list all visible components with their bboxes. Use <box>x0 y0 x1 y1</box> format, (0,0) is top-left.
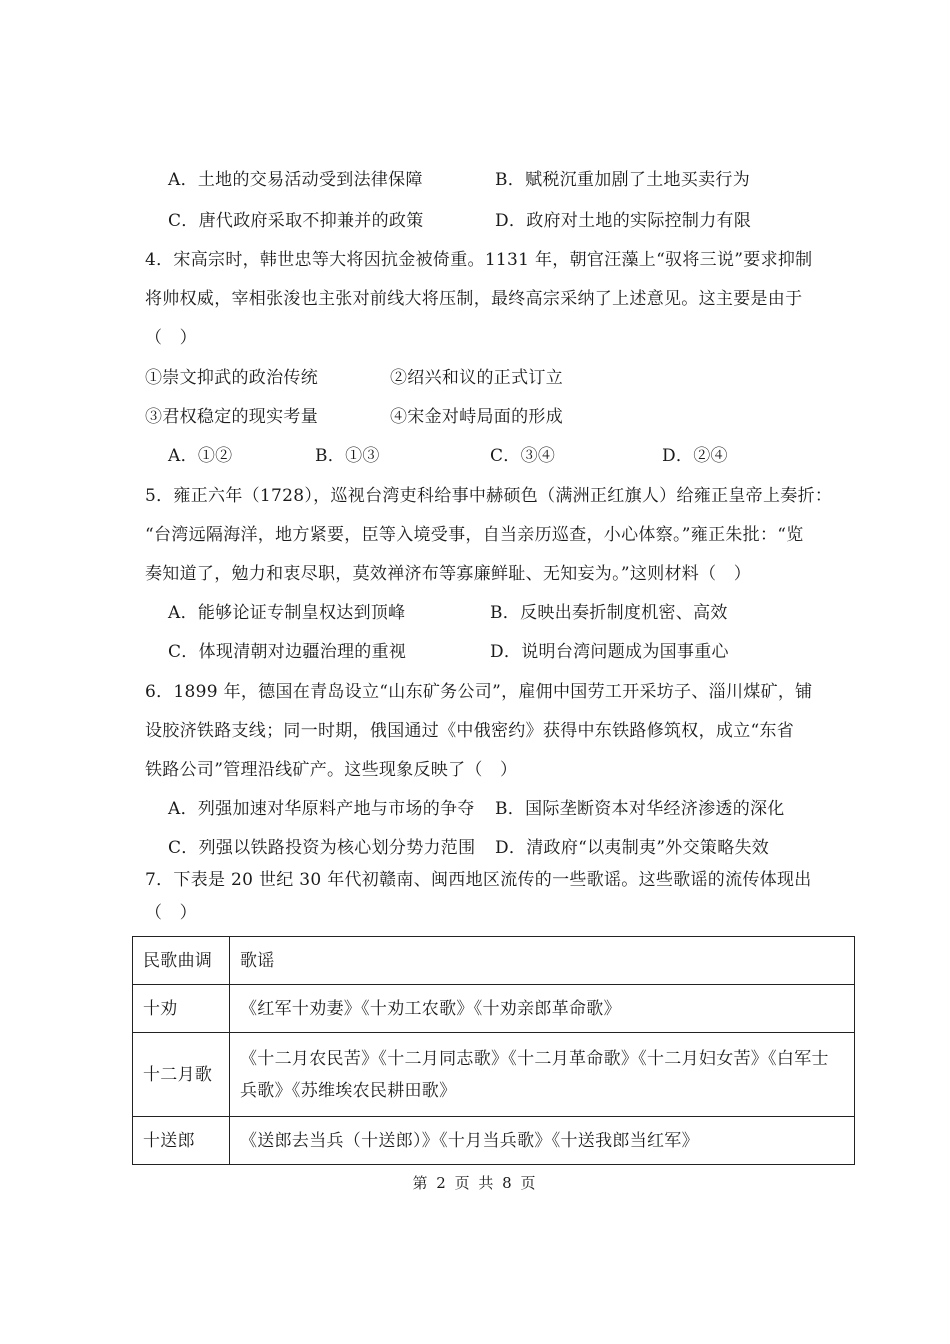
q5-option-b: B．反映出奏折制度机密、高效 <box>490 603 728 623</box>
q6-option-c: C．列强以铁路投资为核心划分势力范围 <box>168 838 476 858</box>
q5-option-c: C．体现清朝对边疆治理的重视 <box>168 642 407 662</box>
table-row <box>133 1117 855 1165</box>
q4-option-c: C．③④ <box>490 446 556 466</box>
q7-stem-line-1: 7．下表是 20 世纪 30 年代初赣南、闽西地区流传的一些歌谣。这些歌谣的流传体现出 <box>145 870 812 890</box>
q6-option-d: D．清政府“以夷制夷”外交策略失效 <box>495 838 770 858</box>
table-header-row <box>133 937 855 985</box>
q4-stem-line-2: 将帅权威，宰相张浚也主张对前线大将压制，最终高宗采纳了上述意见。这主要是由于 <box>145 289 803 309</box>
table-cell-songs: 《十二月农民苦》《十二月同志歌》《十二月革命歌》《十二月妇女苦》《白军士兵歌》《苏维埃农民耕田歌》 <box>230 1033 855 1117</box>
q3-option-c: C．唐代政府采取不抑兼并的政策 <box>168 211 424 231</box>
q4-option-a: A．①② <box>168 446 233 466</box>
table-row <box>133 1033 855 1117</box>
table-cell-songs: 《红军十劝妻》《十劝工农歌》《十劝亲郎革命歌》 <box>230 985 855 1033</box>
q5-option-d: D．说明台湾问题成为国事重心 <box>490 642 729 662</box>
q5-stem-line-1: 5．雍正六年（1728），巡视台湾吏科给事中赫硕色（满洲正红旗人）给雍正皇帝上奏折： <box>145 486 833 506</box>
q6-stem-line-1: 6．1899 年，德国在青岛设立“山东矿务公司”，雇佣中国劳工开采坊子、淄川煤矿，铺 <box>145 682 813 702</box>
page-footer: 第 2 页 共 8 页 <box>412 1174 538 1192</box>
songs-table <box>132 936 855 1165</box>
q6-option-a: A．列强加速对华原料产地与市场的争夺 <box>168 799 475 819</box>
q6-stem-line-3: 铁路公司”管理沿线矿产。这些现象反映了（ ） <box>145 760 518 780</box>
q4-stem-line-1: 4．宋高宗时，韩世忠等大将因抗金被倚重。1131 年，朝官汪藻上“驭将三说”要求抑制 <box>145 250 813 270</box>
q4-option-b: B．①③ <box>315 446 380 466</box>
q5-stem-line-2: “台湾远隔海洋，地方紧要，臣等入境受事，自当亲历巡查，小心体察。”雍正朱批：“览 <box>145 525 804 545</box>
q4-item-3: ③君权稳定的现实考量 <box>145 407 318 427</box>
table-cell-tune: 十劝 <box>133 985 230 1033</box>
q4-option-d: D．②④ <box>662 446 728 466</box>
q4-stem-line-3: （ ） <box>145 328 197 348</box>
table-row <box>133 985 855 1033</box>
q7-stem-line-2: （ ） <box>145 903 197 923</box>
table-header-cell: 民歌曲调 <box>133 937 230 985</box>
q5-option-a: A．能够论证专制皇权达到顶峰 <box>168 603 406 623</box>
q3-option-d: D．政府对土地的实际控制力有限 <box>495 211 752 231</box>
q4-item-4: ④宋金对峙局面的形成 <box>390 407 563 427</box>
q6-option-b: B．国际垄断资本对华经济渗透的深化 <box>495 799 785 819</box>
q3-option-b: B．赋税沉重加剧了土地买卖行为 <box>495 170 750 190</box>
table-cell-tune: 十二月歌 <box>133 1033 230 1117</box>
q6-stem-line-2: 设胶济铁路支线；同一时期，俄国通过《中俄密约》获得中东铁路修筑权，成立“东省 <box>145 721 795 741</box>
q4-item-2: ②绍兴和议的正式订立 <box>390 368 563 388</box>
q3-option-a: A．土地的交易活动受到法律保障 <box>168 170 423 190</box>
table-cell-tune: 十送郎 <box>133 1117 230 1165</box>
table-header-cell: 歌谣 <box>230 937 855 985</box>
table-cell-songs: 《送郎去当兵（十送郎）》《十月当兵歌》《十送我郎当红军》 <box>230 1117 855 1165</box>
q5-stem-line-3: 奏知道了，勉力和衷尽职，莫效禅济布等寡廉鲜耻、无知妄为。”这则材料（ ） <box>145 564 751 584</box>
q4-item-1: ①崇文抑武的政治传统 <box>145 368 318 388</box>
